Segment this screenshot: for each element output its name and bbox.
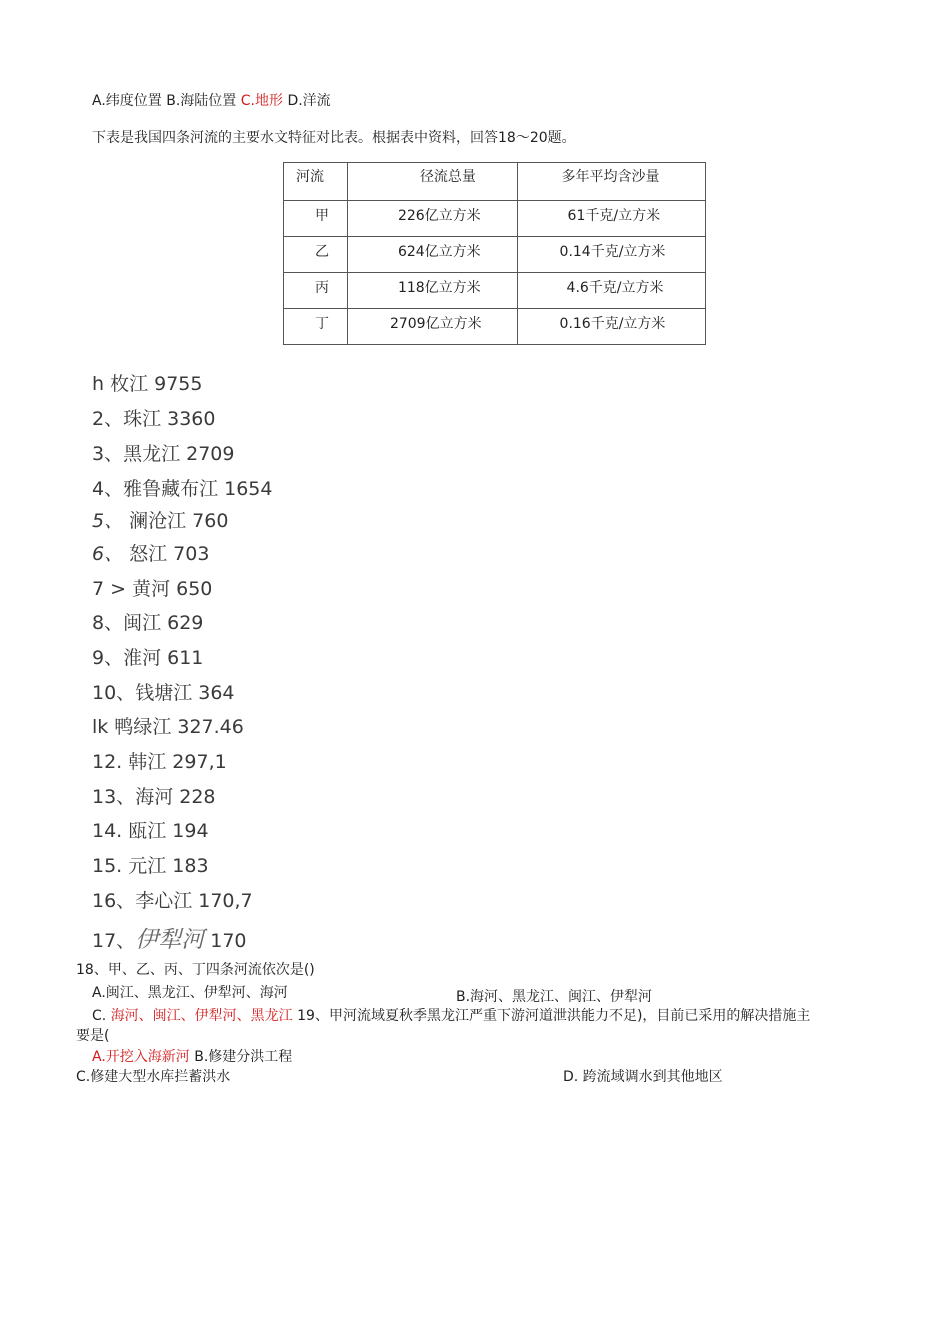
river-list-item: 3、黑龙江 2709: [92, 443, 235, 465]
runoff-value: 2709亿立方米: [389, 316, 482, 332]
river-list-item: 12. 韩江 297,1: [92, 751, 227, 773]
river-list-item: 17、伊犁河 170: [92, 927, 247, 953]
river-list-item: 14. 瓯江 194: [92, 820, 209, 842]
river-list-item: 10、钱塘江 364: [92, 682, 235, 704]
table-row: [284, 309, 706, 345]
river-list-item: lk 鸭绿江 327.46: [92, 716, 244, 738]
sediment-value: 4.6千克/立方米: [566, 280, 664, 296]
q19-options-ab: [92, 1046, 292, 1066]
runoff-value: 624亿立方米: [397, 244, 481, 260]
q19-option-d: D. 跨流域调水到其他地区: [563, 1069, 723, 1085]
hydrology-table: [283, 162, 706, 345]
river-list-item: 2、珠江 3360: [92, 408, 216, 430]
table-row: [284, 201, 706, 237]
river-list-item: 8、闽江 629: [92, 612, 204, 634]
table-row: [284, 273, 706, 309]
sediment-value: 0.16千克/立方米: [559, 316, 666, 332]
table-row: [284, 237, 706, 273]
header-runoff: 径流总量: [419, 169, 476, 185]
river-name: 丁: [315, 316, 329, 332]
sediment-value: 0.14千克/立方米: [559, 244, 666, 260]
sediment-value: 61千克/立方米: [567, 208, 661, 224]
river-list-item: h 枚江 9755: [92, 373, 203, 395]
table-header-row: [284, 163, 706, 201]
river-list-item: 5、 澜沧江 760: [92, 510, 229, 532]
q18-option-c-line: [92, 1005, 810, 1025]
q18-option-b: B.海河、黑龙江、闽江、伊犁河: [456, 989, 653, 1005]
header-sediment: 多年平均含沙量: [561, 169, 660, 185]
q18-option-c-answer: 海河、闽江、伊犁河、黑龙江: [110, 1008, 293, 1024]
q17-option-a: A.纬度位置: [92, 93, 162, 109]
river-name: 乙: [315, 244, 329, 260]
river-name: 甲: [315, 208, 329, 224]
river-list-item: 7 > 黄河 650: [92, 578, 213, 600]
river-list-item: 15. 元江 183: [92, 855, 209, 877]
q17-option-c-answer: C.地形: [240, 93, 283, 109]
q19-option-a-answer: A.开挖入海新河: [92, 1049, 190, 1065]
q18-stem: 18、甲、乙、丙、丁四条河流依次是(): [76, 962, 315, 978]
q19-option-b: B.修建分洪工程: [189, 1049, 293, 1065]
q17-option-d: D.洋流: [287, 93, 331, 109]
q18-option-a: A.闽江、黑龙江、伊犁河、海河: [92, 985, 288, 1001]
river-list-item: 6、 怒江 703: [92, 543, 210, 565]
river-list-item: 13、海河 228: [92, 786, 216, 808]
q18-option-c-label: C.: [92, 1008, 111, 1024]
q19-stem-overlap: 19、甲河流域夏秋季黑龙江严重下游河道泄洪能力不足)，目前已采用的解决措施主: [292, 1008, 811, 1024]
q19-stem-wrap: 要是(: [76, 1028, 110, 1044]
river-name: 丙: [315, 280, 329, 296]
q17-options: [92, 90, 331, 110]
runoff-value: 118亿立方米: [397, 280, 481, 296]
header-river: 河流: [296, 169, 324, 185]
q19-option-c: C.修建大型水库拦蓄洪水: [76, 1069, 231, 1085]
table-intro: 下表是我国四条河流的主要水文特征对比表。根据表中资料，回答18〜20题。: [92, 130, 576, 146]
river-list-item: 4、雅鲁藏布江 1654: [92, 478, 273, 500]
q17-option-b: B.海陆位置: [166, 93, 237, 109]
river-list-item: 16、李心江 170,7: [92, 890, 253, 912]
runoff-value: 226亿立方米: [397, 208, 481, 224]
river-list-item: 9、淮河 611: [92, 647, 204, 669]
